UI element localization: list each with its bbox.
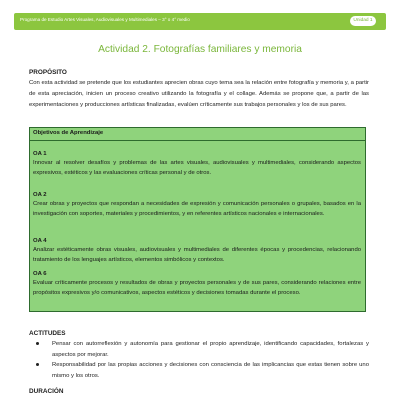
oa-text: Analizar estéticamente obras visuales, audiovisuales y multimediales de diferentes épocas y procedencias, relacionando tratamiento de los lenguajes artísticos, elementos simbólicos y contextos. (33, 247, 361, 264)
bullet-icon (36, 363, 39, 366)
bullet-icon (36, 342, 39, 345)
actitudes-heading: ACTITUDES (29, 330, 66, 337)
objetivos-box (29, 127, 366, 312)
oa-text: Innovar al resolver desafíos y problemas de las artes visuales, audiovisuales y multimediales, considerando aspectos expresivos, estéticos y las evaluaciones críticas personal y de otros. (33, 160, 361, 177)
oa-code: OA 4 (33, 238, 47, 244)
unit-badge: Unidad 1 (350, 16, 376, 26)
oa-code: OA 6 (33, 271, 47, 277)
objetivos-title: Objetivos de Aprendizaje (33, 130, 104, 136)
duracion-heading: DURACIÓN (29, 388, 64, 395)
page-title: Actividad 2. Fotografías familiares y memoria (98, 44, 302, 55)
oa-text: Crear obras y proyectos que respondan a necesidades de expresión y comunicación personales o grupales, basados en la investigación con soportes, materiales y procedimientos, y en referentes artísticos nacionales e internacionales. (33, 201, 361, 218)
objetivos-divider (30, 140, 365, 141)
oa-code: OA 2 (33, 192, 47, 198)
program-title: Programa de Estudio Artes Visuales, Audiovisuales y Multimediales – 3° o 4° medio (20, 17, 190, 22)
oa-code: OA 1 (33, 151, 47, 157)
proposito-heading: PROPÓSITO (29, 69, 67, 76)
actitud-text: Pensar con autorreflexión y autonomía para gestionar el propio aprendizaje, identificando capacidades, fortalezas y aspectos por mejorar. (52, 341, 369, 358)
header-bar (14, 13, 386, 30)
actitud-text: Responsabilidad por las propias acciones y decisiones con consciencia de las implicancias que estas tienen sobre uno mismo y los otros. (52, 362, 369, 379)
oa-text: Evaluar críticamente procesos y resultados de obras y proyectos personales y de sus pares, considerando relaciones entre propósitos expresivos y/o comunicativos, aspectos estéticos y decisiones tomadas durante el proceso. (33, 280, 361, 297)
proposito-text: Con esta actividad se pretende que los estudiantes aprecien obras cuyo tema sea la relación entre fotografía y memoria y, a partir de esta apreciación, inicien un proceso creativo utilizando la fotografía y el collage. Además se propone que, a partir de las experimentaciones y producciones artísticas finalizadas, evalúen críticamente sus trabajos personales y los de sus pares. (29, 80, 369, 108)
